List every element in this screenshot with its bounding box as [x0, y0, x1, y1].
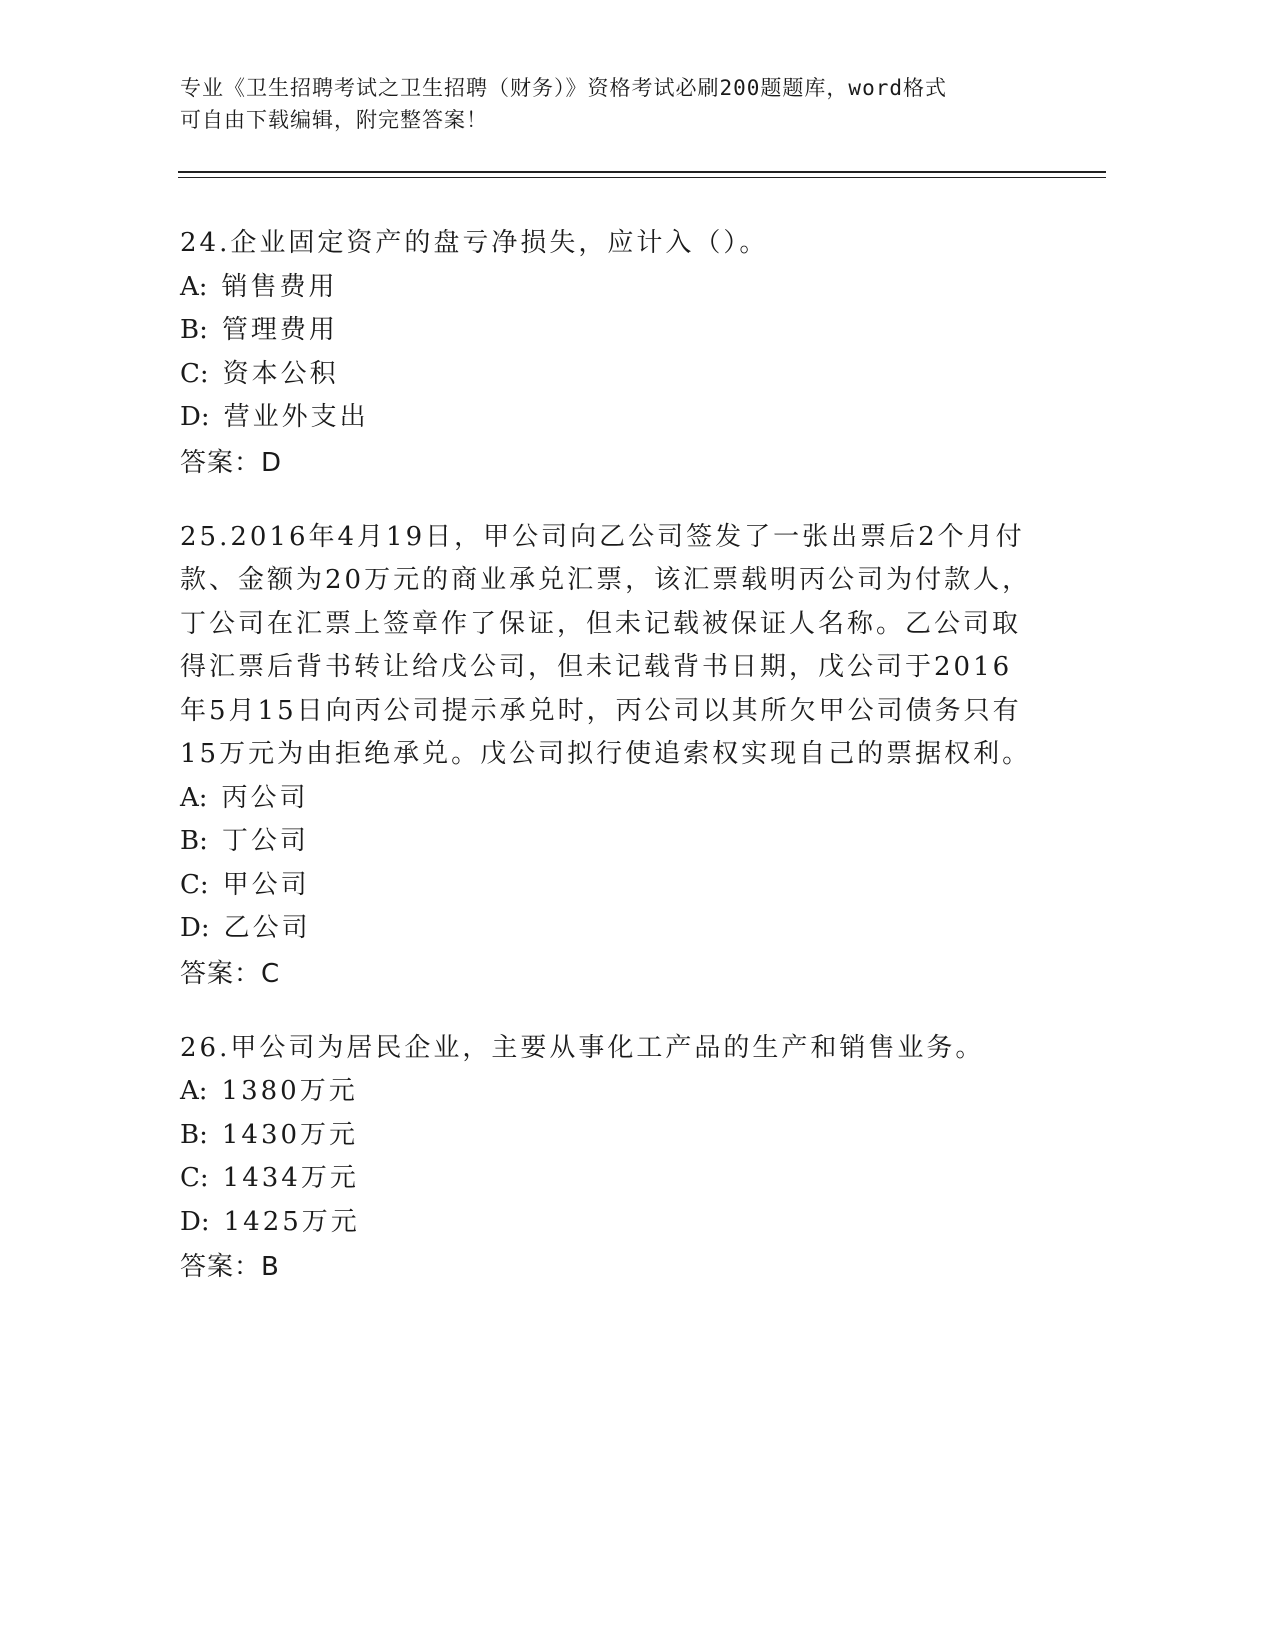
- header-title-line1: 专业《卫生招聘考试之卫生招聘（财务）》资格考试必刷200题题库，word格式: [180, 76, 947, 100]
- option-a: [180, 266, 1040, 310]
- option-letter: D:: [180, 402, 210, 432]
- question-stem: 26.甲公司为居民企业，主要从事化工产品的生产和销售业务。: [180, 1032, 985, 1063]
- option-c: [180, 353, 1040, 397]
- option-list: [180, 1070, 1040, 1244]
- option-letter: A:: [180, 271, 208, 302]
- option-letter: D:: [180, 1206, 210, 1237]
- option-text: 管理费用: [221, 315, 338, 345]
- option-list: [180, 777, 1040, 951]
- option-a: [180, 1070, 1040, 1114]
- option-text: 丁公司: [221, 826, 309, 856]
- question-25: [180, 516, 1040, 997]
- option-text: 丙公司: [221, 782, 309, 813]
- option-b: [180, 309, 1040, 353]
- option-b: [180, 1114, 1040, 1158]
- option-text: 资本公积: [222, 358, 339, 389]
- option-text: 销售费用: [221, 271, 338, 302]
- option-d: [180, 1201, 1040, 1245]
- option-c: [180, 864, 1040, 908]
- header-title-line2: 可自由下载编辑，附完整答案！: [180, 108, 488, 132]
- option-d: [180, 396, 1040, 440]
- question-26: [180, 1027, 1040, 1291]
- option-letter: C:: [180, 1163, 209, 1193]
- option-list: [180, 266, 1040, 440]
- option-a: [180, 777, 1040, 821]
- option-letter: D:: [180, 913, 210, 943]
- header-divider-thick: [178, 171, 1106, 173]
- option-text: 1434万元: [222, 1163, 359, 1193]
- option-letter: B:: [180, 1119, 208, 1150]
- option-text: 营业外支出: [223, 402, 369, 432]
- answer-line: 答案：C: [180, 958, 281, 989]
- answer-line: 答案：B: [180, 1252, 280, 1282]
- option-text: 1425万元: [223, 1206, 360, 1237]
- option-letter: B:: [180, 826, 208, 856]
- question-list: [180, 222, 1040, 1320]
- option-letter: A:: [180, 782, 208, 813]
- header-divider-thin: [178, 177, 1106, 178]
- document-header: [180, 72, 1040, 136]
- option-letter: A:: [180, 1076, 208, 1106]
- option-text: 甲公司: [222, 869, 310, 900]
- option-letter: C:: [180, 358, 209, 389]
- option-b: [180, 820, 1040, 864]
- option-c: [180, 1157, 1040, 1201]
- option-text: 1430万元: [221, 1119, 359, 1150]
- option-text: 1380万元: [221, 1076, 358, 1106]
- option-text: 乙公司: [223, 913, 311, 943]
- answer-line: 答案：D: [180, 447, 283, 478]
- question-24: [180, 222, 1040, 486]
- option-d: [180, 907, 1040, 951]
- question-stem: 25.2016年4月19日，甲公司向乙公司签发了一张出票后2个月付款、金额为20万元的商业承兑汇票，该汇票载明丙公司为付款人，丁公司在汇票上签章作了保证，但未记载被保证人名称。乙公司取得汇票后背书转让给戊公司，但未记载背书日期，戊公司于2016年5月15日向丙公司提示承兑时，丙公司以其所欠甲公司债务只有15万元为由拒绝承兑。戊公司拟行使追索权实现自己的票据权利。: [180, 521, 1032, 769]
- option-letter: B:: [180, 315, 208, 345]
- question-stem: 24.企业固定资产的盘亏净损失，应计入（）。: [180, 228, 769, 258]
- option-letter: C:: [180, 869, 209, 900]
